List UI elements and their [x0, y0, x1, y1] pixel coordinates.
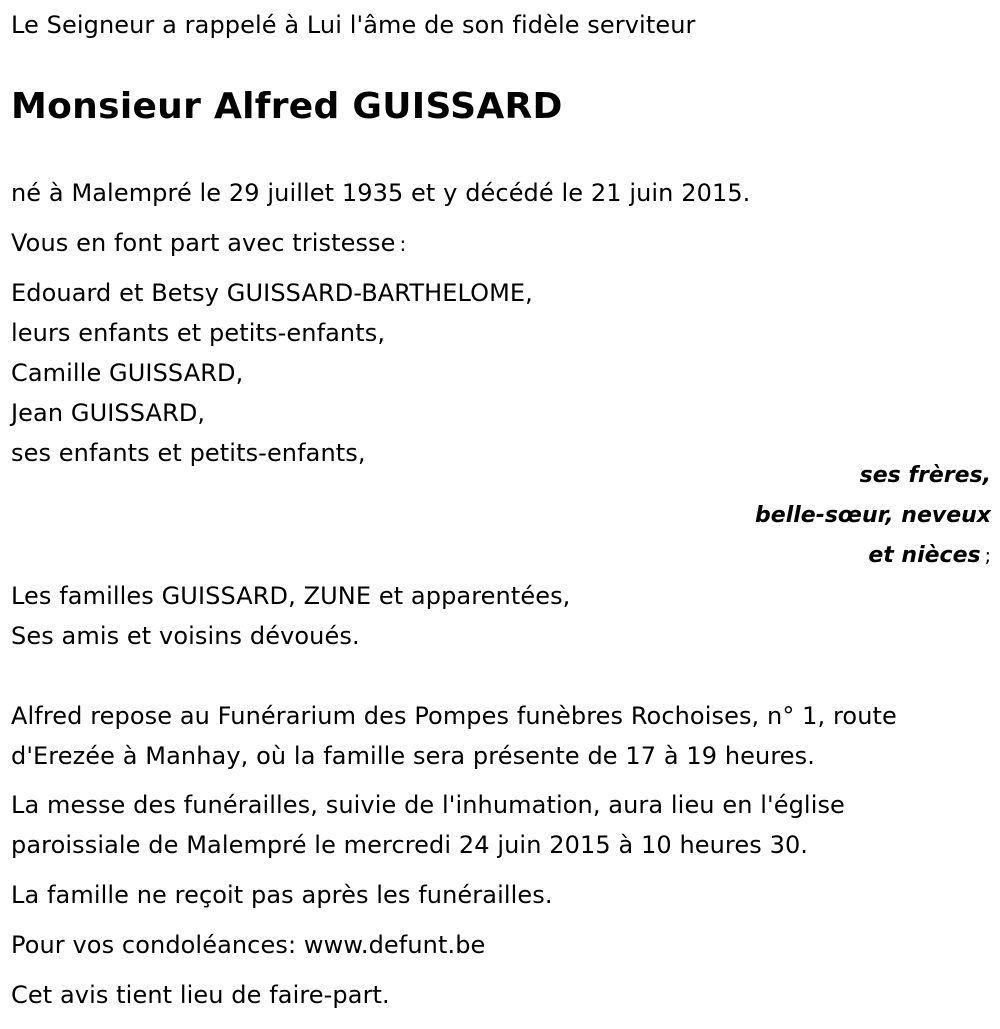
announcement-label: Vous en font part avec tristesse [11, 229, 396, 257]
no-reception-text: La famille ne reçoit pas après les funérailles. [11, 881, 553, 909]
siblings-line-2: belle-sœur, neveux [755, 503, 991, 528]
siblings-line-3-text: et nièces [868, 543, 981, 568]
repose-line-2: d'Erezée à Manhay, où la famille sera présente de 17 à 19 heures. [11, 742, 815, 770]
family-line-5: ses enfants et petits-enfants, [11, 439, 366, 467]
families-line-2: Ses amis et voisins dévoués. [11, 622, 360, 650]
birth-death-text: né à Malempré le 29 juillet 1935 et y décédé le 21 juin 2015. [11, 179, 751, 207]
announcement-colon: : [399, 232, 407, 256]
siblings-line-1: ses frères, [859, 463, 991, 488]
notice-text: Cet avis tient lieu de faire-part. [11, 981, 390, 1009]
family-line-4: Jean GUISSARD, [11, 399, 206, 427]
mass-line-2: paroissiale de Malempré le mercredi 24 juin 2015 à 10 heures 30. [11, 831, 809, 859]
family-line-3: Camille GUISSARD, [11, 359, 244, 387]
family-line-1: Edouard et Betsy GUISSARD-BARTHELOME, [11, 279, 533, 307]
condolences-text: Pour vos condoléances: www.defunt.be [11, 931, 486, 959]
family-line-2: leurs enfants et petits-enfants, [11, 319, 386, 347]
siblings-line-3 [868, 541, 991, 571]
mass-line-1: La messe des funérailles, suivie de l'inhumation, aura lieu en l'église [11, 791, 845, 819]
repose-line-1: Alfred repose au Funérarium des Pompes funèbres Rochoises, n° 1, route [11, 702, 897, 730]
announcement-text [11, 228, 406, 259]
siblings-semicolon: ; [984, 545, 991, 567]
intro-text: Le Seigneur a rappelé à Lui l'âme de son fidèle serviteur [11, 11, 696, 39]
deceased-name: Monsieur Alfred GUISSARD [11, 86, 563, 127]
families-line-1: Les familles GUISSARD, ZUNE et apparentées, [11, 582, 571, 610]
